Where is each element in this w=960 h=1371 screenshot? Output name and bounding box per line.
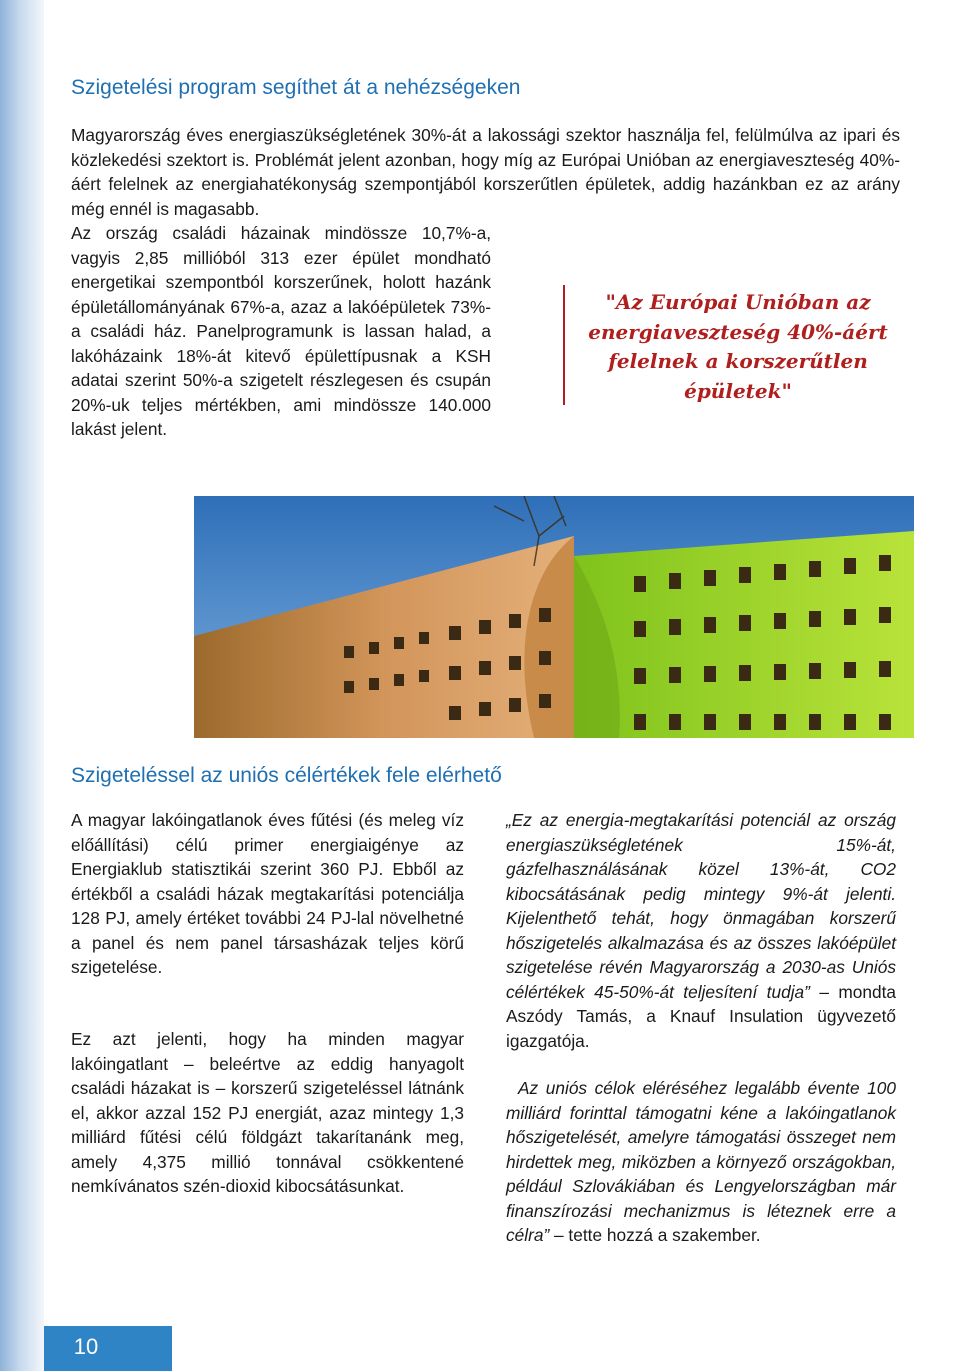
pull-quote-text: "Az Európai Unióban az energiaveszteség 40%-áért felelnek a korszerűtlen épületek": [588, 290, 888, 403]
section-heading-2: Szigeteléssel az uniós célértékek fele elérhető: [71, 764, 502, 787]
page-number-box: [44, 1326, 172, 1371]
left-paragraph-2: Ez azt jelenti, hogy ha minden magyar lakóingatlant – beleértve az eddig hanyagolt családi házakat is – korszerű szigeteléssel látnánk el, akkor azzal 152 PJ energiát, azaz mintegy 1,3 milliárd fűtési célú földgázt takarítanánk meg, amely 4,375 millió tonnával csökkentené nemkívánatos szén-dioxid kibocsátásunkat.: [71, 1029, 464, 1196]
building-illustration: [194, 496, 914, 738]
side-gradient-strip: [0, 0, 44, 1371]
section-heading-1: Szigetelési program segíthet át a nehézségeken: [71, 76, 521, 99]
right-attribution-1: – mondta Aszódy Tamás, a Knauf Insulation ügyvezető igazgatója.: [506, 981, 896, 1051]
building-photo: [194, 496, 914, 738]
body-paragraph-1: Az ország családi házainak mindössze 10,7%-a, vagyis 2,85 millióból 313 ezer épület mondható energetikai szempontból korszerűnek, holott hazánk épületállományának 67%-a, azaz a lakóépületek 73%-a családi ház. Panelprogramunk is lassan halad, a lakóházaink 18%-át kitevő épülettípusnak a KSH adatai szerint 50%-a szigetelt részlegesen és csupán 20%-uk teljes mértékben, ami mindössze 140.000 lakást jelent.: [71, 223, 491, 439]
right-quote-text-2: Az uniós célok eléréséhez legalább évente 100 milliárd forinttal támogatni kéne a lakóingatlanok hőszigetelését, amelyre támogatási összeget nem hirdettek meg, miközben a környező országokban, például Szlovákiában és Lengyelországban már finanszírozási mechanizmus is léteznek erre a célra”: [506, 1078, 896, 1245]
right-quote-paragraph-2: [506, 1076, 896, 1248]
pull-quote: [563, 285, 897, 405]
right-attribution-2: – tette hozzá a szakember.: [549, 1225, 761, 1245]
left-paragraph-1: A magyar lakóingatlanok éves fűtési (és meleg víz előállítási) célú primer energiaigénye az Energiaklub statisztikái szerint 360 PJ. Ebből az értékből a családi házak megtakarítási potenciálja 128 PJ, amely értéket további 24 PJ-lal növelhetné a panel és nem panel társasházak teljes körű szigetelése.: [71, 810, 464, 977]
right-quote-text-1: „Ez az energia-megtakarítási potenciál az ország energiaszükségletének 15%-át, gázfelhasználásának közel 13%-át, CO2 kibocsátásának pedig mintegy 9%-át jelenti. Kijelenthető tehát, hogy önmagában korszerű hőszigetelés alkalmazása és az összes lakóépület szigetelése révén Magyarország a 2030-as Uniós célértékek 45-50%-át teljesítení tudja”: [506, 810, 896, 1002]
intro-paragraph: Magyarország éves energiaszükségletének 30%-át a lakossági szektor használja fel, felülmúlva az ipari és közlekedési szektort is. Problémát jelent azonban, hogy míg az Európai Unióban az energiaveszteség 40%-áért felelnek az energiahatékonyság szempontjából korszerűtlen épületek, addig hazánkban ez az arány még ennél is magasabb.: [71, 125, 900, 219]
right-quote-paragraph-1: [506, 808, 896, 1053]
page-number: 10: [73, 1334, 99, 1359]
